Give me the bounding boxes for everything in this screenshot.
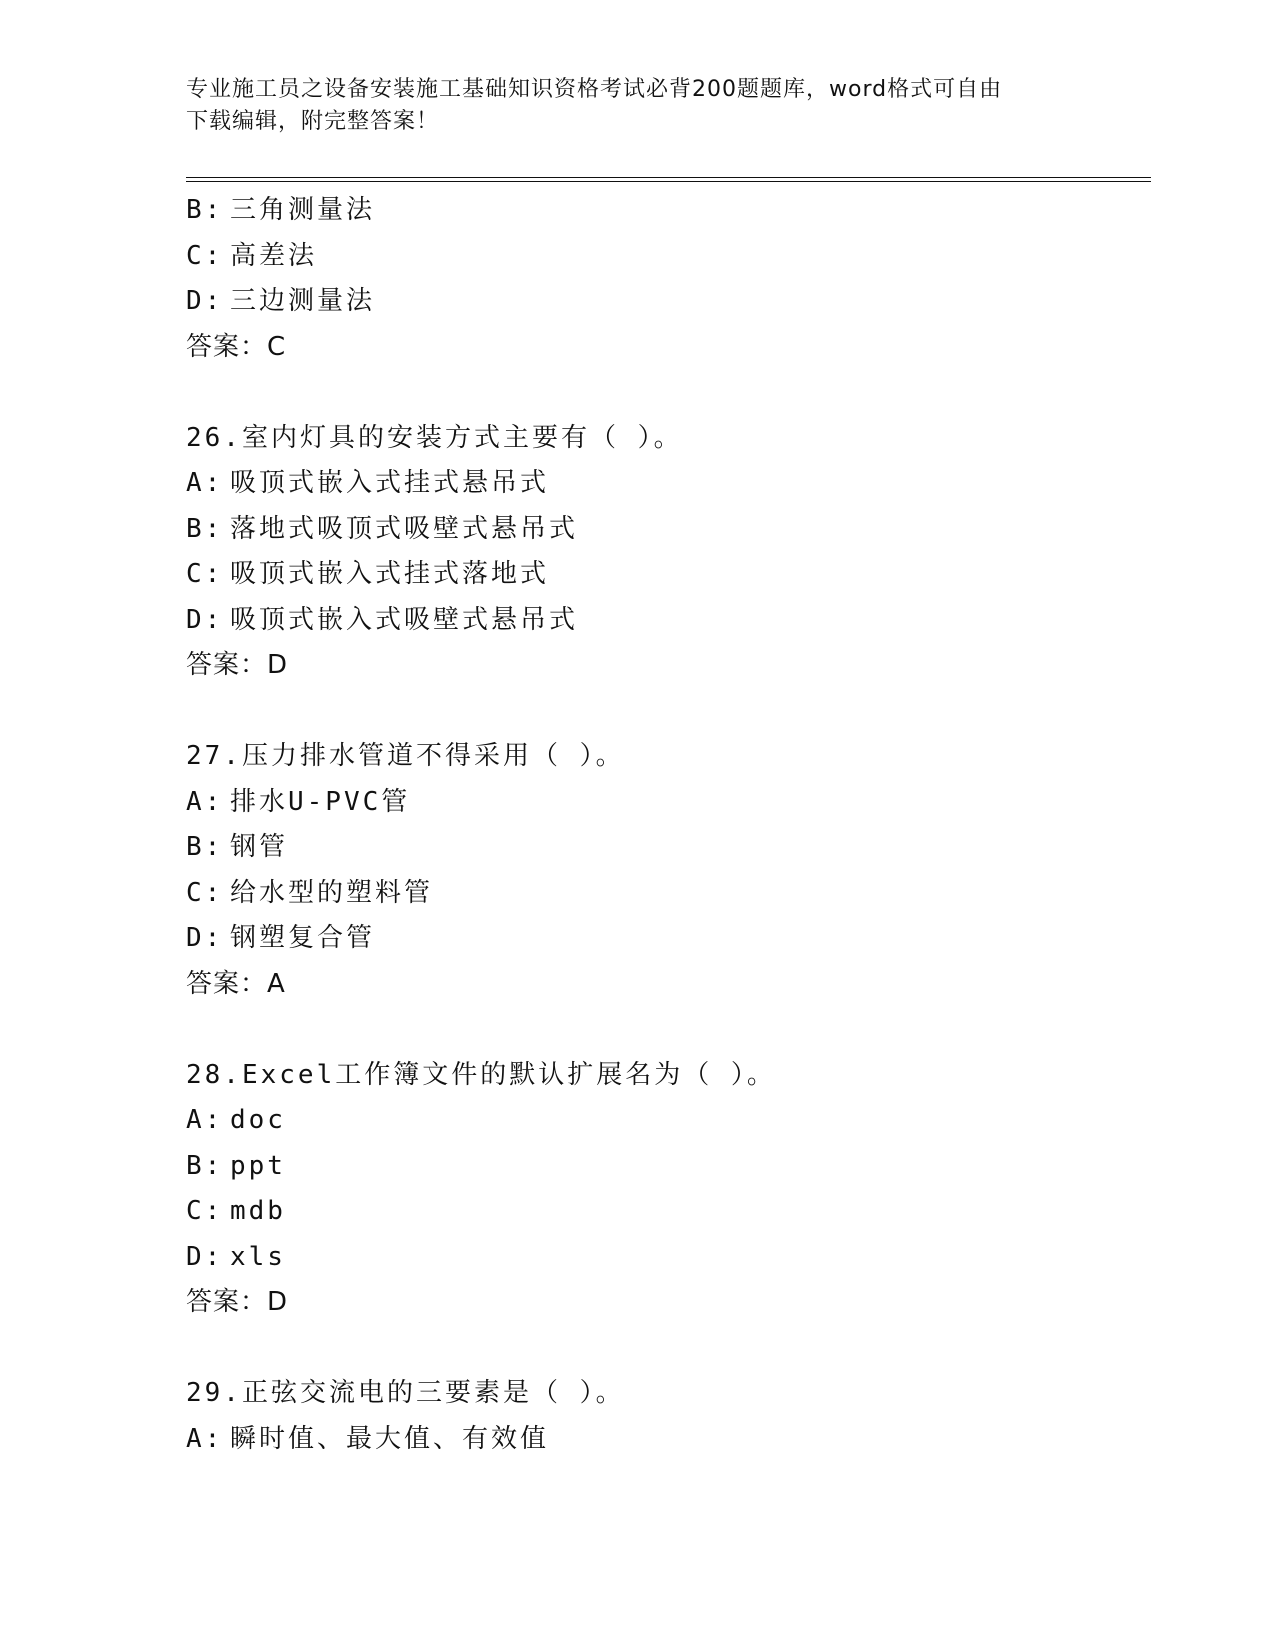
option-text: ppt bbox=[230, 1150, 286, 1181]
question-list bbox=[186, 188, 1146, 1462]
header-title-line-1: 专业施工员之设备安装施工基础知识资格考试必背200题题库，word格式可自由 bbox=[186, 77, 1003, 102]
option-text: 吸顶式嵌入式挂式悬吊式 bbox=[230, 468, 550, 498]
question-stem: 28.Excel工作簿文件的默认扩展名为（ ）。 bbox=[186, 1059, 776, 1090]
answer: 答案：D bbox=[186, 650, 289, 680]
option-text: 瞬时值、最大值、有效值 bbox=[230, 1423, 550, 1454]
option-d bbox=[186, 279, 1146, 325]
option-d bbox=[186, 598, 1146, 644]
option-text: 排水U-PVC管 bbox=[230, 786, 411, 817]
option-text: 钢管 bbox=[230, 832, 289, 862]
document-header bbox=[186, 74, 1086, 138]
option-a bbox=[186, 461, 1146, 507]
option-d bbox=[186, 916, 1146, 962]
option-text: 吸顶式嵌入式吸壁式悬吊式 bbox=[230, 604, 579, 635]
option-prefix: A: bbox=[186, 786, 224, 817]
option-prefix: B: bbox=[186, 832, 224, 862]
option-text: xls bbox=[230, 1241, 286, 1272]
option-prefix: D: bbox=[186, 286, 224, 316]
question-28 bbox=[186, 1053, 1146, 1326]
option-text: 高差法 bbox=[230, 240, 318, 271]
option-text: 落地式吸顶式吸壁式悬吊式 bbox=[230, 513, 579, 544]
option-a bbox=[186, 1417, 1146, 1463]
option-prefix: C: bbox=[186, 559, 224, 589]
question-stem: 27.压力排水管道不得采用（ ）。 bbox=[186, 741, 625, 771]
question-27 bbox=[186, 734, 1146, 1007]
option-prefix: B: bbox=[186, 513, 224, 544]
option-text: 三边测量法 bbox=[230, 286, 376, 316]
question-29 bbox=[186, 1371, 1146, 1462]
header-rule-top bbox=[186, 177, 1151, 178]
header-rule-bottom bbox=[186, 181, 1151, 182]
answer: 答案：C bbox=[186, 331, 287, 362]
spacer bbox=[186, 689, 1146, 735]
option-c bbox=[186, 552, 1146, 598]
option-prefix: D: bbox=[186, 604, 224, 635]
option-prefix: C: bbox=[186, 877, 224, 908]
option-d bbox=[186, 1235, 1146, 1281]
answer: 答案：A bbox=[186, 968, 286, 999]
option-text: 吸顶式嵌入式挂式落地式 bbox=[230, 559, 550, 589]
spacer bbox=[186, 370, 1146, 416]
question-25-tail bbox=[186, 188, 1146, 370]
option-text: 给水型的塑料管 bbox=[230, 877, 434, 908]
question-stem: 26.室内灯具的安装方式主要有（ ）。 bbox=[186, 422, 683, 453]
option-prefix: D: bbox=[186, 923, 224, 953]
header-title-line-2: 下载编辑，附完整答案！ bbox=[186, 109, 440, 134]
option-c bbox=[186, 1189, 1146, 1235]
question-stem: 29.正弦交流电的三要素是（ ）。 bbox=[186, 1378, 625, 1408]
option-prefix: C: bbox=[186, 1196, 224, 1226]
option-a bbox=[186, 780, 1146, 826]
option-text: 三角测量法 bbox=[230, 195, 376, 225]
option-b bbox=[186, 188, 1146, 234]
option-prefix: C: bbox=[186, 240, 224, 271]
option-b bbox=[186, 825, 1146, 871]
option-text: 钢塑复合管 bbox=[230, 923, 376, 953]
spacer bbox=[186, 1326, 1146, 1372]
option-prefix: D: bbox=[186, 1241, 224, 1272]
question-26 bbox=[186, 416, 1146, 689]
option-prefix: A: bbox=[186, 1423, 224, 1454]
option-text: mdb bbox=[230, 1196, 286, 1226]
option-prefix: A: bbox=[186, 1105, 224, 1135]
spacer bbox=[186, 1007, 1146, 1053]
option-a bbox=[186, 1098, 1146, 1144]
option-prefix: B: bbox=[186, 195, 224, 225]
option-prefix: B: bbox=[186, 1150, 224, 1181]
option-b bbox=[186, 1144, 1146, 1190]
option-c bbox=[186, 234, 1146, 280]
option-text: doc bbox=[230, 1105, 286, 1135]
answer: 答案：D bbox=[186, 1287, 289, 1317]
option-prefix: A: bbox=[186, 468, 224, 498]
option-b bbox=[186, 507, 1146, 553]
option-c bbox=[186, 871, 1146, 917]
